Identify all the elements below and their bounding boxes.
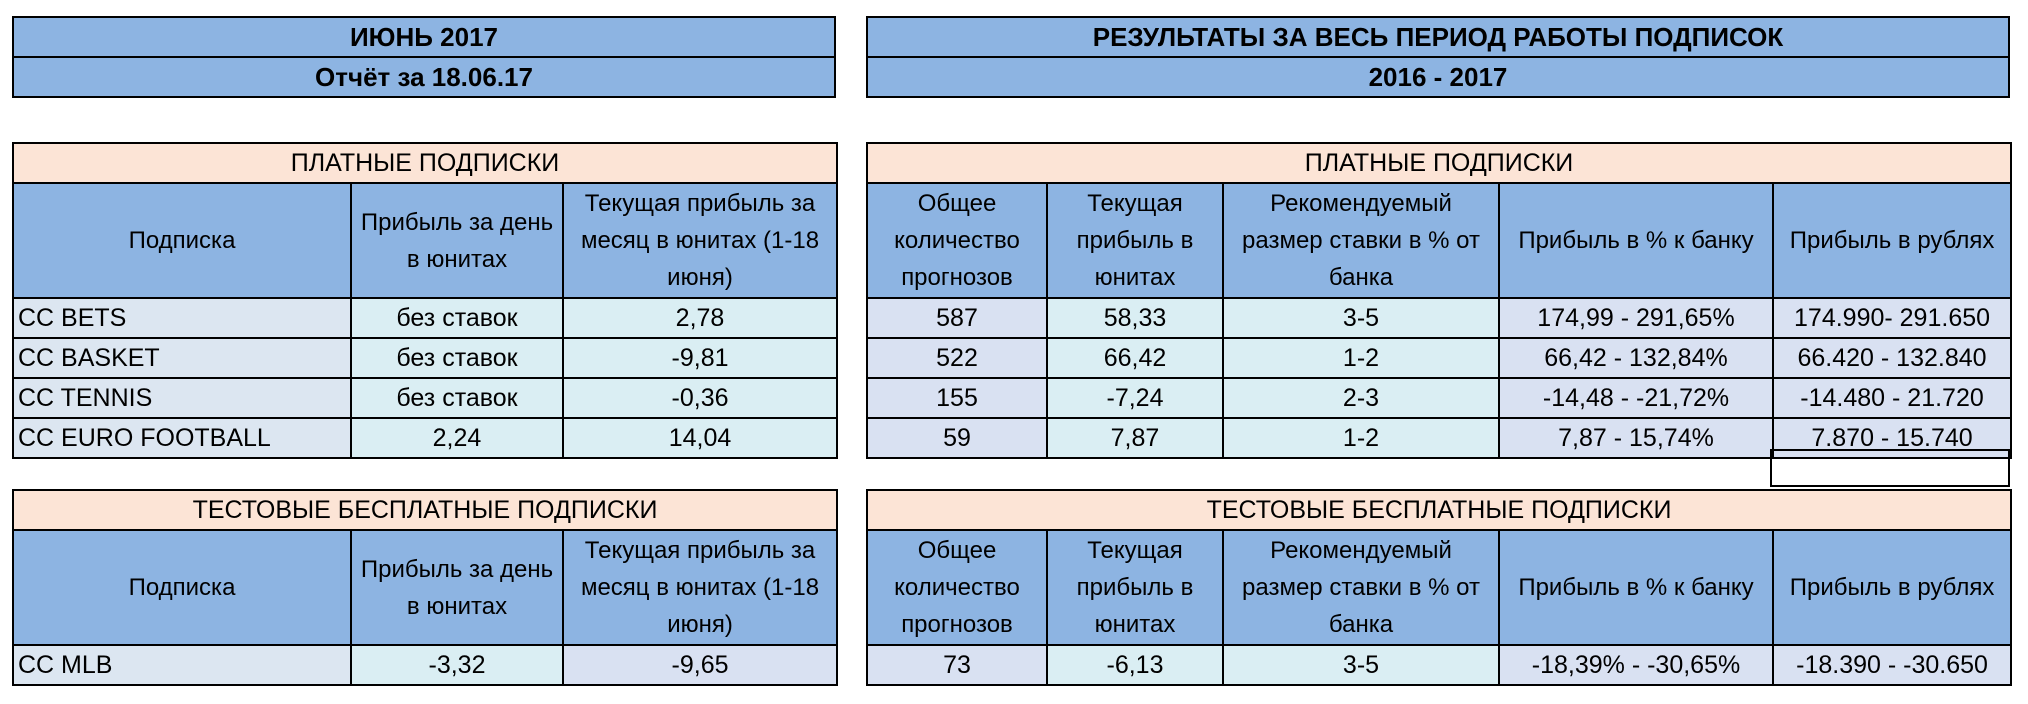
cell: 73 (867, 645, 1047, 685)
column-header: Текущая прибыль в юнитах (1047, 183, 1223, 298)
column-header: Подписка (13, 530, 351, 645)
cell: -7,24 (1047, 378, 1223, 418)
cell: 7,87 (1047, 418, 1223, 458)
cell: 587 (867, 298, 1047, 338)
paid-right-table (866, 142, 2012, 459)
cell: -0,36 (563, 378, 837, 418)
subscription-name: CC BASKET (13, 338, 351, 378)
table-row (13, 338, 837, 378)
table-row (867, 298, 2011, 338)
section-title: ПЛАТНЫЕ ПОДПИСКИ (13, 143, 837, 183)
subscription-name: CC TENNIS (13, 378, 351, 418)
cell: 1-2 (1223, 418, 1499, 458)
selected-empty-cell[interactable] (1770, 449, 2010, 487)
cell: без ставок (351, 338, 563, 378)
section-title: ТЕСТОВЫЕ БЕСПЛАТНЫЕ ПОДПИСКИ (867, 490, 2011, 530)
section-title: ТЕСТОВЫЕ БЕСПЛАТНЫЕ ПОДПИСКИ (13, 490, 837, 530)
column-header: Прибыль за день в юнитах (351, 183, 563, 298)
cell: 7,87 - 15,74% (1499, 418, 1773, 458)
period-years: 2016 - 2017 (867, 57, 2009, 97)
cell: 59 (867, 418, 1047, 458)
column-header: Прибыль в % к банку (1499, 183, 1773, 298)
cell: 7.870 - 15.740 (1773, 418, 2011, 458)
cell: -14,48 - -21,72% (1499, 378, 1773, 418)
report-date: Отчёт за 18.06.17 (13, 57, 835, 97)
cell: 3-5 (1223, 645, 1499, 685)
cell: -9,81 (563, 338, 837, 378)
cell: 58,33 (1047, 298, 1223, 338)
subscription-name: CC EURO FOOTBALL (13, 418, 351, 458)
cell: 522 (867, 338, 1047, 378)
column-header: Прибыль за день в юнитах (351, 530, 563, 645)
paid-left-table (12, 142, 838, 459)
column-header: Текущая прибыль за месяц в юнитах (1-18 июня) (563, 530, 837, 645)
left-header-table (12, 16, 836, 98)
cell: -18,39% - -30,65% (1499, 645, 1773, 685)
cell: 1-2 (1223, 338, 1499, 378)
cell: без ставок (351, 298, 563, 338)
column-header: Текущая прибыль в юнитах (1047, 530, 1223, 645)
table-row (867, 338, 2011, 378)
section-title: ПЛАТНЫЕ ПОДПИСКИ (867, 143, 2011, 183)
subscription-name: CC MLB (13, 645, 351, 685)
right-header-table (866, 16, 2010, 98)
table-row (13, 418, 837, 458)
cell: 66.420 - 132.840 (1773, 338, 2011, 378)
cell: 2,78 (563, 298, 837, 338)
column-header: Текущая прибыль за месяц в юнитах (1-18 июня) (563, 183, 837, 298)
cell: 155 (867, 378, 1047, 418)
cell: -18.390 - -30.650 (1773, 645, 2011, 685)
column-header: Общее количество прогнозов (867, 530, 1047, 645)
cell: 14,04 (563, 418, 837, 458)
cell: -3,32 (351, 645, 563, 685)
column-header: Рекомендуемый размер ставки в % от банка (1223, 183, 1499, 298)
column-header: Подписка (13, 183, 351, 298)
period-title: РЕЗУЛЬТАТЫ ЗА ВЕСЬ ПЕРИОД РАБОТЫ ПОДПИСОК (867, 17, 2009, 57)
cell: без ставок (351, 378, 563, 418)
cell: 2-3 (1223, 378, 1499, 418)
column-header: Общее количество прогнозов (867, 183, 1047, 298)
cell: 174.990- 291.650 (1773, 298, 2011, 338)
cell: -9,65 (563, 645, 837, 685)
column-header: Прибыль в рублях (1773, 183, 2011, 298)
cell: -6,13 (1047, 645, 1223, 685)
cell: 66,42 - 132,84% (1499, 338, 1773, 378)
table-row (13, 298, 837, 338)
test-left-table (12, 489, 838, 686)
subscription-name: CC BETS (13, 298, 351, 338)
cell: 174,99 - 291,65% (1499, 298, 1773, 338)
table-row (867, 645, 2011, 685)
cell: 3-5 (1223, 298, 1499, 338)
table-row (867, 378, 2011, 418)
cell: 2,24 (351, 418, 563, 458)
column-header: Рекомендуемый размер ставки в % от банка (1223, 530, 1499, 645)
month-title: ИЮНЬ 2017 (13, 17, 835, 57)
table-row (13, 378, 837, 418)
cell: -14.480 - 21.720 (1773, 378, 2011, 418)
cell: 66,42 (1047, 338, 1223, 378)
table-row (13, 645, 837, 685)
column-header: Прибыль в % к банку (1499, 530, 1773, 645)
test-right-table (866, 489, 2012, 686)
column-header: Прибыль в рублях (1773, 530, 2011, 645)
